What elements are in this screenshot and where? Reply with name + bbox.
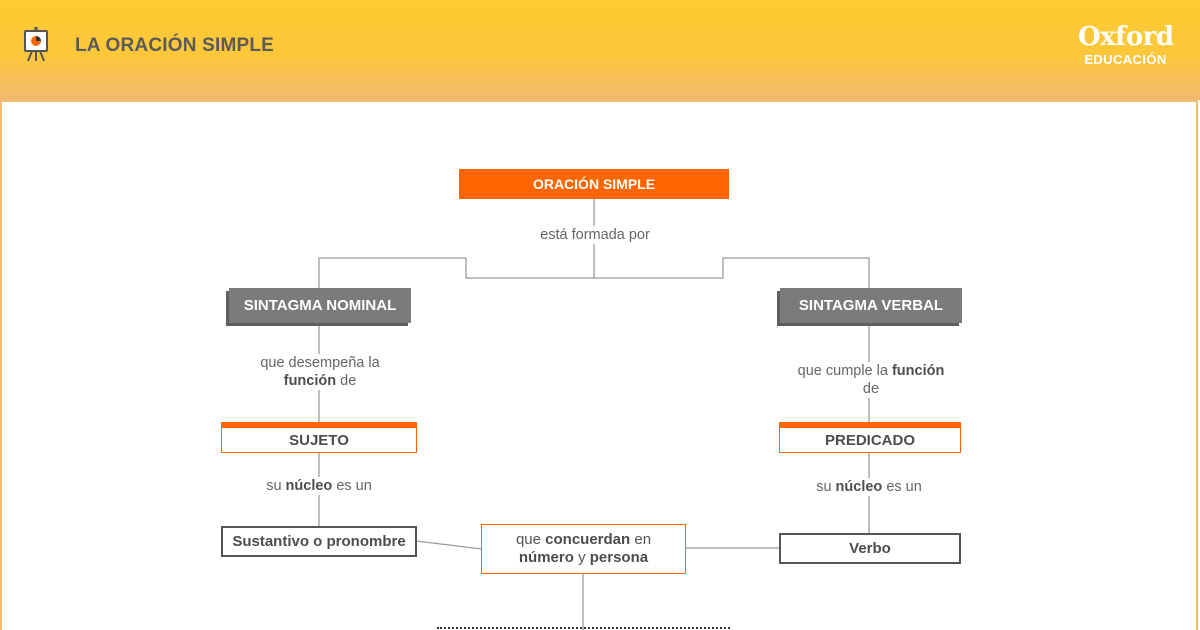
root-connector-label: está formada por bbox=[510, 226, 680, 244]
page-title: LA ORACIÓN SIMPLE bbox=[75, 35, 275, 56]
node-verbo: Verbo bbox=[779, 533, 961, 564]
node-sintagma-nominal: SINTAGMA NOMINAL bbox=[229, 288, 411, 323]
node-sujeto: SUJETO bbox=[221, 422, 417, 453]
oxford-logo-subtitle: EDUCACIÓN bbox=[1084, 52, 1167, 67]
right-function-connector: que cumple la función de bbox=[786, 362, 956, 398]
node-predicado: PREDICADO bbox=[779, 422, 961, 453]
left-nucleus-connector: su núcleo es un bbox=[240, 477, 398, 495]
node-sintagma-verbal: SINTAGMA VERBAL bbox=[780, 288, 962, 323]
next-node-edge bbox=[437, 627, 730, 629]
node-concordancia: que concuerdan en número y persona bbox=[481, 524, 686, 574]
oxford-logo: Oxford bbox=[1078, 22, 1174, 52]
node-sustantivo-pronombre: Sustantivo o pronombre bbox=[221, 526, 417, 557]
root-node-oracion-simple: ORACIÓN SIMPLE bbox=[459, 169, 729, 199]
right-nucleus-connector: su núcleo es un bbox=[790, 478, 948, 496]
left-function-connector: que desempeña la función de bbox=[245, 354, 395, 390]
